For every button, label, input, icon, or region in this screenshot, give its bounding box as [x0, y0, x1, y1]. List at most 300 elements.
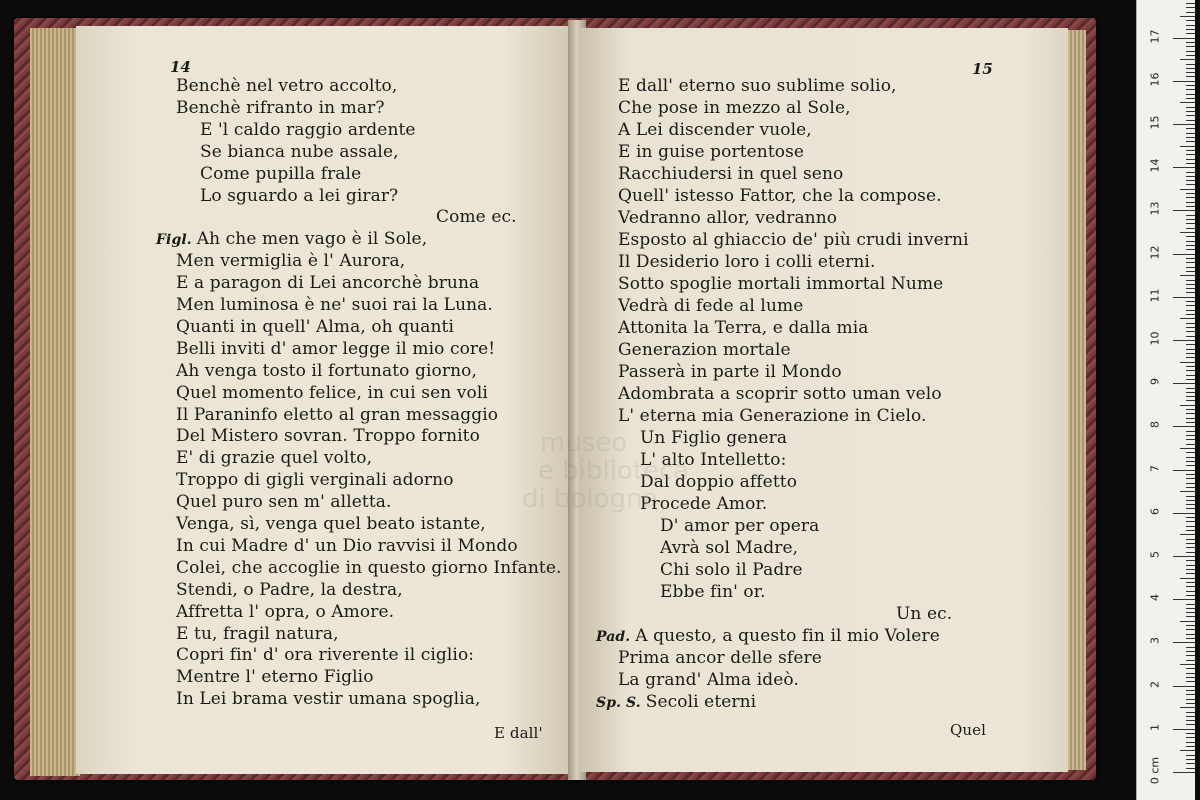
- text-line: [176, 645, 474, 665]
- ruler-tick: [1180, 232, 1195, 233]
- ruler-tick: [1186, 539, 1195, 540]
- ruler-tick: [1186, 42, 1195, 43]
- line-text: Copri fin' d' ora riverente il ciglio:: [176, 645, 475, 666]
- ruler-tick: [1173, 167, 1195, 168]
- ruler-tick: [1173, 426, 1195, 427]
- ruler-tick: [1186, 271, 1195, 272]
- ruler-tick: [1186, 409, 1195, 410]
- ruler-tick: [1186, 301, 1195, 302]
- ruler-tick: [1186, 418, 1195, 419]
- line-text: Affretta l' opra, o Amore.: [176, 601, 395, 622]
- ruler-tick: [1186, 29, 1195, 30]
- text-line: [596, 692, 756, 713]
- ruler-tick: [1186, 668, 1195, 669]
- line-text: Esposto al ghiaccio de' più crudi inverni: [618, 230, 969, 250]
- ruler-tick: [1186, 128, 1195, 129]
- text-line: [176, 251, 405, 271]
- ruler-tick: [1186, 396, 1195, 397]
- line-text: A questo, a questo fin il mio Volere: [635, 626, 940, 646]
- watermark-line: di bologna: [522, 484, 659, 514]
- text-line: [436, 207, 517, 227]
- text-line: [176, 317, 454, 337]
- ruler-tick: [1186, 184, 1195, 185]
- ruler-number: 15: [1148, 115, 1162, 130]
- line-text: Stendi, o Padre, la destra,: [176, 579, 403, 600]
- ruler-tick: [1186, 638, 1195, 639]
- text-line: [618, 186, 942, 206]
- text-line: [618, 340, 791, 360]
- ruler-tick: [1186, 115, 1195, 116]
- ruler-tick: [1186, 141, 1195, 142]
- line-text: Come ec.: [436, 207, 517, 228]
- page-number: 14: [170, 58, 191, 76]
- text-line: [176, 580, 403, 600]
- ruler-tick: [1186, 288, 1195, 289]
- ruler-tick: [1180, 664, 1195, 665]
- ruler-tick: [1186, 699, 1195, 700]
- ruler-tick: [1186, 547, 1195, 548]
- line-text: Vedrà di fede al lume: [618, 296, 804, 316]
- ruler-tick: [1186, 504, 1195, 505]
- line-text: Men vermiglia è l' Aurora,: [176, 251, 406, 272]
- ruler-tick: [1186, 768, 1195, 769]
- ruler-tick: [1186, 154, 1195, 155]
- ruler-tick: [1173, 297, 1195, 298]
- page-edges-left: [30, 28, 80, 776]
- ruler-tick: [1186, 120, 1195, 121]
- ruler-tick: [1186, 336, 1195, 337]
- catchword: E dall': [494, 724, 543, 742]
- page-number: 15: [972, 60, 993, 78]
- ruler-tick: [1173, 383, 1195, 384]
- ruler-tick: [1186, 543, 1195, 544]
- line-text: E a paragon di Lei ancorchè bruna: [176, 273, 480, 294]
- catchword: Quel: [950, 721, 987, 739]
- ruler-tick: [1186, 111, 1195, 112]
- text-line: [176, 383, 488, 403]
- ruler-tick: [1186, 487, 1195, 488]
- ruler-tick: [1180, 534, 1195, 535]
- ruler-number: 11: [1148, 288, 1162, 303]
- text-line: [618, 230, 969, 250]
- ruler-tick: [1186, 98, 1195, 99]
- ruler-tick: [1186, 435, 1195, 436]
- text-line: [660, 538, 798, 558]
- ruler-tick: [1186, 496, 1195, 497]
- ruler-tick: [1186, 483, 1195, 484]
- ruler-tick: [1186, 604, 1195, 605]
- line-text: Vedranno allor, vedranno: [618, 208, 838, 228]
- ruler-tick: [1186, 388, 1195, 389]
- line-text: E dall' eterno suo sublime solio,: [618, 76, 897, 96]
- ruler-tick: [1180, 621, 1195, 622]
- line-text: Adombrata a scoprir sotto uman velo: [618, 384, 942, 404]
- ruler-number: 8: [1148, 421, 1162, 429]
- ruler-tick: [1186, 305, 1195, 306]
- ruler-tick: [1186, 76, 1195, 77]
- ruler-tick: [1186, 660, 1195, 661]
- ruler-tick: [1186, 724, 1195, 725]
- line-text: Un Figlio genera: [640, 428, 788, 448]
- ruler-tick: [1186, 249, 1195, 250]
- ruler-tick: [1186, 150, 1195, 151]
- line-text: Troppo di gigli verginali adorno: [176, 470, 454, 491]
- ruler-tick: [1186, 267, 1195, 268]
- ruler-tick: [1186, 51, 1195, 52]
- ruler-tick: [1186, 94, 1195, 95]
- line-text: Racchiudersi in quel seno: [618, 164, 844, 184]
- text-line: [640, 428, 787, 448]
- ruler-tick: [1186, 55, 1195, 56]
- line-text: D' amor per opera: [660, 516, 820, 536]
- ruler-tick: [1173, 124, 1195, 125]
- text-line: [618, 384, 942, 404]
- ruler-tick: [1186, 344, 1195, 345]
- watermark-line: e biblioteca: [538, 456, 690, 486]
- text-line: [618, 406, 927, 426]
- ruler-tick: [1186, 591, 1195, 592]
- line-text: Procede Amor.: [640, 494, 768, 514]
- ruler-tick: [1180, 189, 1195, 190]
- text-line: [618, 274, 943, 294]
- ruler-tick: [1186, 439, 1195, 440]
- line-text: Mentre l' eterno Figlio: [176, 667, 374, 688]
- ruler-tick: [1180, 146, 1195, 147]
- text-line: [176, 426, 480, 446]
- ruler-tick: [1186, 137, 1195, 138]
- text-line: [640, 450, 786, 470]
- ruler-tick: [1186, 3, 1195, 4]
- ruler-tick: [1186, 236, 1195, 237]
- ruler-tick: [1186, 262, 1195, 263]
- ruler-tick: [1186, 159, 1195, 160]
- ruler-number: 12: [1148, 245, 1162, 260]
- speaker-label: Figl.: [156, 232, 197, 249]
- line-text: Passerà in parte il Mondo: [618, 362, 842, 382]
- ruler-tick: [1186, 197, 1195, 198]
- line-text: Quel momento felice, in cui sen voli: [176, 382, 488, 403]
- ruler-tick: [1173, 513, 1195, 514]
- ruler-tick: [1173, 642, 1195, 643]
- ruler-tick: [1186, 444, 1195, 445]
- text-line: [618, 208, 837, 228]
- ruler-tick: [1173, 729, 1195, 730]
- ruler-tick: [1186, 280, 1195, 281]
- ruler-tick: [1186, 737, 1195, 738]
- ruler-tick: [1186, 629, 1195, 630]
- line-text: E' di grazie quel volto,: [176, 448, 373, 469]
- line-text: Il Desiderio loro i colli eterni.: [618, 252, 876, 272]
- measurement-ruler: [1136, 0, 1195, 800]
- line-text: Che pose in mezzo al Sole,: [618, 98, 851, 118]
- text-line: [176, 492, 392, 512]
- ruler-tick: [1173, 254, 1195, 255]
- ruler-tick: [1173, 38, 1195, 39]
- ruler-tick: [1186, 733, 1195, 734]
- ruler-number: 4: [1148, 594, 1162, 602]
- ruler-tick: [1173, 772, 1195, 773]
- ruler-tick: [1180, 362, 1195, 363]
- ruler-tick: [1186, 25, 1195, 26]
- speaker-label: Sp. S.: [596, 695, 646, 711]
- ruler-tick: [1186, 703, 1195, 704]
- text-line: [618, 318, 868, 338]
- line-text: Come pupilla frale: [200, 163, 362, 184]
- ruler-tick: [1186, 284, 1195, 285]
- ruler-tick: [1186, 560, 1195, 561]
- ruler-tick: [1186, 180, 1195, 181]
- text-line: [200, 164, 361, 184]
- ruler-tick: [1186, 331, 1195, 332]
- ruler-tick: [1186, 353, 1195, 354]
- ruler-tick: [1186, 258, 1195, 259]
- ruler-tick: [1186, 172, 1195, 173]
- ruler-tick: [1186, 85, 1195, 86]
- ruler-tick: [1186, 206, 1195, 207]
- line-text: In Lei brama vestir umana spoglia,: [176, 689, 481, 710]
- line-text: L' eterna mia Generazione in Cielo.: [618, 406, 927, 426]
- ruler-tick: [1186, 586, 1195, 587]
- ruler-number: 9: [1148, 378, 1162, 386]
- text-line: [176, 602, 394, 622]
- ruler-tick: [1173, 81, 1195, 82]
- ruler-tick: [1173, 599, 1195, 600]
- ruler-number: 1: [1148, 723, 1162, 731]
- text-line: [618, 296, 803, 316]
- text-line: [640, 472, 797, 492]
- text-line: [176, 448, 372, 468]
- line-text: Prima ancor delle sfere: [618, 648, 822, 668]
- ruler-tick: [1186, 310, 1195, 311]
- ruler-tick: [1186, 327, 1195, 328]
- ruler-tick: [1186, 521, 1195, 522]
- line-text: E 'l caldo raggio ardente: [200, 119, 416, 140]
- ruler-tick: [1186, 647, 1195, 648]
- ruler-tick: [1186, 608, 1195, 609]
- text-line: [176, 339, 495, 359]
- ruler-tick: [1186, 20, 1195, 21]
- text-line: [176, 624, 339, 644]
- ruler-tick: [1186, 526, 1195, 527]
- line-text: Quel puro sen m' alletta.: [176, 492, 392, 513]
- text-line: [176, 689, 480, 709]
- ruler-tick: [1186, 595, 1195, 596]
- line-text: Colei, che accoglie in questo giorno Infante.: [176, 557, 562, 578]
- line-text: A Lei discender vuole,: [618, 120, 812, 140]
- text-line: [618, 142, 804, 162]
- ruler-tick: [1186, 33, 1195, 34]
- ruler-tick: [1186, 12, 1195, 13]
- text-line: [618, 98, 851, 118]
- line-text: Sotto spoglie mortali immortal Nume: [618, 274, 944, 294]
- ruler-tick: [1173, 556, 1195, 557]
- ruler-tick: [1180, 707, 1195, 708]
- line-text: Belli inviti d' amor legge il mio core!: [176, 338, 496, 359]
- ruler-tick: [1186, 690, 1195, 691]
- text-line: [176, 295, 493, 315]
- text-line: [618, 648, 822, 668]
- ruler-number: 6: [1148, 507, 1162, 515]
- line-text: Ah che men vago è il Sole,: [196, 229, 428, 250]
- ruler-tick: [1186, 202, 1195, 203]
- ruler-tick: [1186, 716, 1195, 717]
- line-text: E tu, fragil natura,: [176, 623, 339, 644]
- ruler-tick: [1186, 7, 1195, 8]
- line-text: Un ec.: [896, 604, 953, 624]
- text-line: [660, 516, 819, 536]
- ruler-number: 3: [1148, 637, 1162, 645]
- ruler-number: 0 cm: [1148, 756, 1162, 785]
- text-line: [618, 670, 799, 690]
- ruler-tick: [1186, 107, 1195, 108]
- ruler-tick: [1186, 569, 1195, 570]
- ruler-tick: [1186, 565, 1195, 566]
- line-text: Men luminosa è ne' suoi rai la Luna.: [176, 295, 493, 315]
- ruler-tick: [1180, 102, 1195, 103]
- ruler-tick: [1186, 292, 1195, 293]
- ruler-tick: [1180, 750, 1195, 751]
- ruler-number: 2: [1148, 680, 1162, 688]
- text-line: [640, 494, 767, 514]
- ruler-tick: [1186, 517, 1195, 518]
- line-text: Quanti in quell' Alma, oh quanti: [176, 316, 455, 337]
- ruler-tick: [1186, 634, 1195, 635]
- text-line: [176, 514, 486, 534]
- ruler-tick: [1186, 413, 1195, 414]
- text-line: [660, 582, 766, 602]
- text-line: [176, 361, 477, 381]
- ruler-tick: [1180, 275, 1195, 276]
- text-line: [176, 558, 562, 578]
- ruler-tick: [1186, 746, 1195, 747]
- ruler-number: 7: [1148, 464, 1162, 472]
- ruler-tick: [1186, 651, 1195, 652]
- left-page: [76, 26, 576, 774]
- ruler-tick: [1186, 452, 1195, 453]
- ruler-tick: [1186, 64, 1195, 65]
- line-text: Attonita la Terra, e dalla mia: [618, 318, 869, 338]
- ruler-tick: [1186, 314, 1195, 315]
- ruler-tick: [1186, 582, 1195, 583]
- text-line: [618, 362, 842, 382]
- ruler-tick: [1186, 763, 1195, 764]
- ruler-tick: [1186, 508, 1195, 509]
- ruler-tick: [1186, 712, 1195, 713]
- ruler-tick: [1186, 219, 1195, 220]
- page-edges-right: [1068, 30, 1086, 770]
- ruler-tick: [1186, 357, 1195, 358]
- ruler-tick: [1180, 405, 1195, 406]
- line-text: Dal doppio affetto: [640, 472, 798, 492]
- ruler-tick: [1173, 340, 1195, 341]
- line-text: La grand' Alma ideò.: [618, 670, 799, 690]
- ruler-tick: [1186, 379, 1195, 380]
- text-line: [176, 536, 518, 556]
- speaker-label: Pad.: [596, 629, 636, 645]
- line-text: Lo sguardo a lei girar?: [200, 185, 399, 206]
- text-line: [176, 667, 374, 687]
- text-line: [176, 98, 385, 118]
- line-text: Secoli eterni: [645, 692, 757, 712]
- ruler-tick: [1186, 68, 1195, 69]
- line-text: Se bianca nube assale,: [200, 141, 399, 162]
- line-text: L' alto Intelletto:: [640, 450, 787, 470]
- line-text: Benchè rifranto in mar?: [176, 97, 385, 118]
- ruler-tick: [1186, 461, 1195, 462]
- ruler-tick: [1180, 448, 1195, 449]
- ruler-tick: [1186, 573, 1195, 574]
- ruler-tick: [1186, 677, 1195, 678]
- text-line: [618, 164, 843, 184]
- line-text: Avrà sol Madre,: [660, 538, 799, 558]
- ruler-number: 16: [1148, 72, 1162, 87]
- right-page: [522, 28, 1068, 772]
- ruler-tick: [1186, 241, 1195, 242]
- watermark-line: museo: [540, 428, 628, 458]
- ruler-tick: [1186, 552, 1195, 553]
- text-line: [176, 76, 397, 96]
- ruler-tick: [1186, 392, 1195, 393]
- ruler-tick: [1186, 163, 1195, 164]
- ruler-tick: [1186, 478, 1195, 479]
- ruler-tick: [1180, 491, 1195, 492]
- ruler-tick: [1180, 318, 1195, 319]
- ruler-tick: [1186, 370, 1195, 371]
- ruler-tick: [1186, 422, 1195, 423]
- ruler-tick: [1186, 46, 1195, 47]
- ruler-tick: [1186, 457, 1195, 458]
- ruler-tick: [1186, 755, 1195, 756]
- line-text: Generazion mortale: [618, 340, 791, 360]
- line-text: In cui Madre d' un Dio ravvisi il Mondo: [176, 535, 518, 556]
- ruler-tick: [1186, 89, 1195, 90]
- ruler-tick: [1186, 720, 1195, 721]
- ruler-tick: [1186, 681, 1195, 682]
- ruler-tick: [1186, 655, 1195, 656]
- ruler-number: 17: [1148, 29, 1162, 44]
- line-text: E in guise portentose: [618, 142, 805, 162]
- ruler-tick: [1186, 223, 1195, 224]
- line-text: Venga, sì, venga quel beato istante,: [176, 514, 486, 534]
- ruler-tick: [1186, 742, 1195, 743]
- ruler-tick: [1186, 400, 1195, 401]
- line-text: Ah venga tosto il fortunato giorno,: [176, 360, 477, 381]
- ruler-tick: [1186, 625, 1195, 626]
- ruler-tick: [1173, 210, 1195, 211]
- ruler-tick: [1186, 694, 1195, 695]
- text-line: [618, 252, 875, 272]
- ruler-tick: [1180, 59, 1195, 60]
- line-text: Quell' istesso Fattor, che la compose.: [618, 186, 942, 206]
- text-line: [176, 405, 498, 425]
- line-text: Chi solo il Padre: [660, 560, 803, 580]
- text-line: [200, 186, 398, 206]
- text-line: [156, 229, 427, 250]
- ruler-tick: [1186, 366, 1195, 367]
- text-line: [896, 604, 952, 624]
- ruler-tick: [1186, 176, 1195, 177]
- ruler-tick: [1186, 612, 1195, 613]
- ruler-tick: [1186, 323, 1195, 324]
- line-text: Benchè nel vetro accolto,: [176, 76, 398, 96]
- ruler-tick: [1186, 759, 1195, 760]
- ruler-tick: [1186, 474, 1195, 475]
- ruler-tick: [1173, 686, 1195, 687]
- line-text: Ebbe fin' or.: [660, 582, 766, 602]
- line-text: Del Mistero sovran. Troppo fornito: [176, 426, 480, 447]
- ruler-tick: [1186, 673, 1195, 674]
- ruler-tick: [1186, 530, 1195, 531]
